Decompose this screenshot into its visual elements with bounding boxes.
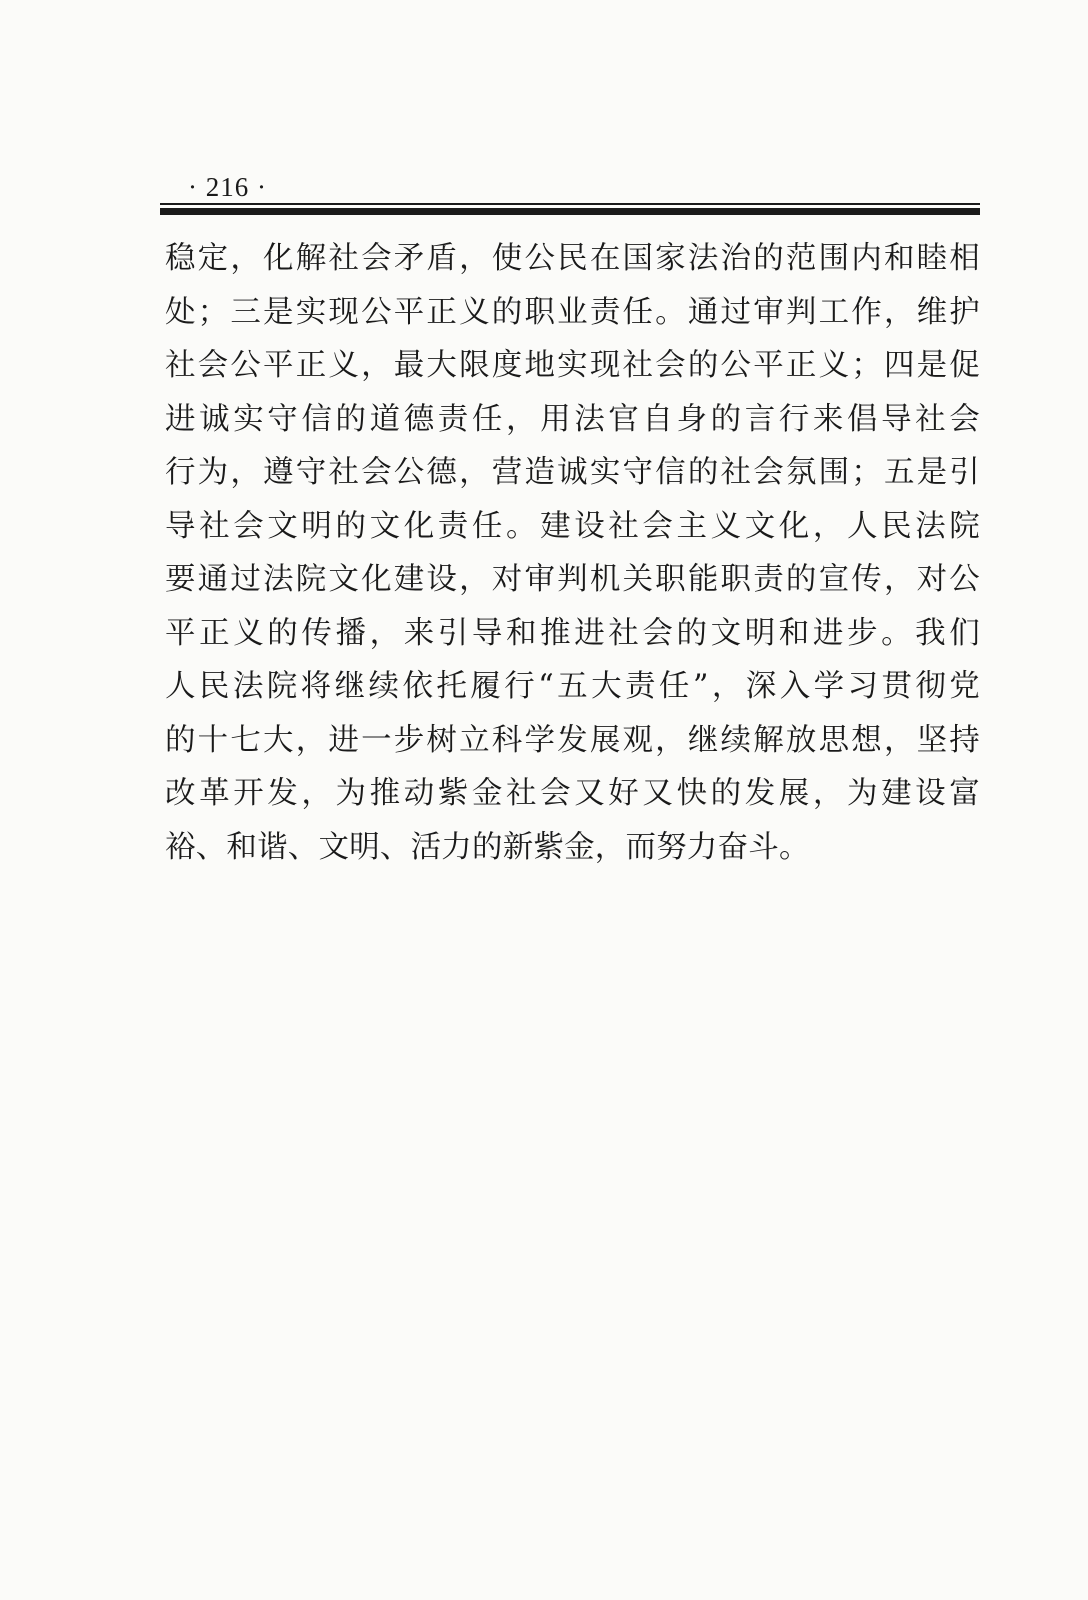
- page-number: · 216 ·: [188, 172, 267, 202]
- body-text: [165, 232, 980, 874]
- text-line: 稳定，化解社会矛盾，使公民在国家法治的范围内和睦相: [165, 241, 980, 276]
- header-rule-thin: [160, 203, 980, 205]
- text-line: 人民法院将继续依托履行“五大责任”，深入学习贯彻党: [165, 669, 980, 704]
- text-line: 改革开发，为推动紫金社会又好又快的发展，为建设富: [165, 776, 980, 811]
- text-line: 的十七大，进一步树立科学发展观，继续解放思想，坚持: [165, 722, 980, 758]
- text-line: 要通过法院文化建设，对审判机关职能职责的宣传，对公: [165, 562, 980, 597]
- text-line: 平正义的传播，来引导和推进社会的文明和进步。我们: [165, 615, 980, 651]
- text-line: 社会公平正义，最大限度地实现社会的公平正义；四是促: [165, 348, 980, 383]
- text-line: 行为，遵守社会公德，营造诚实守信的社会氛围；五是引: [165, 455, 980, 490]
- text-line: 进诚实守信的道德责任，用法官自身的言行来倡导社会: [165, 401, 980, 437]
- text-line: 导社会文明的文化责任。建设社会主义文化，人民法院: [165, 508, 980, 544]
- text-line: 处；三是实现公平正义的职业责任。通过审判工作，维护: [165, 294, 980, 330]
- header-rule-thick: [160, 208, 980, 215]
- text-line: 裕、和谐、文明、活力的新紫金，而努力奋斗。: [165, 829, 810, 865]
- page-header: [160, 168, 980, 218]
